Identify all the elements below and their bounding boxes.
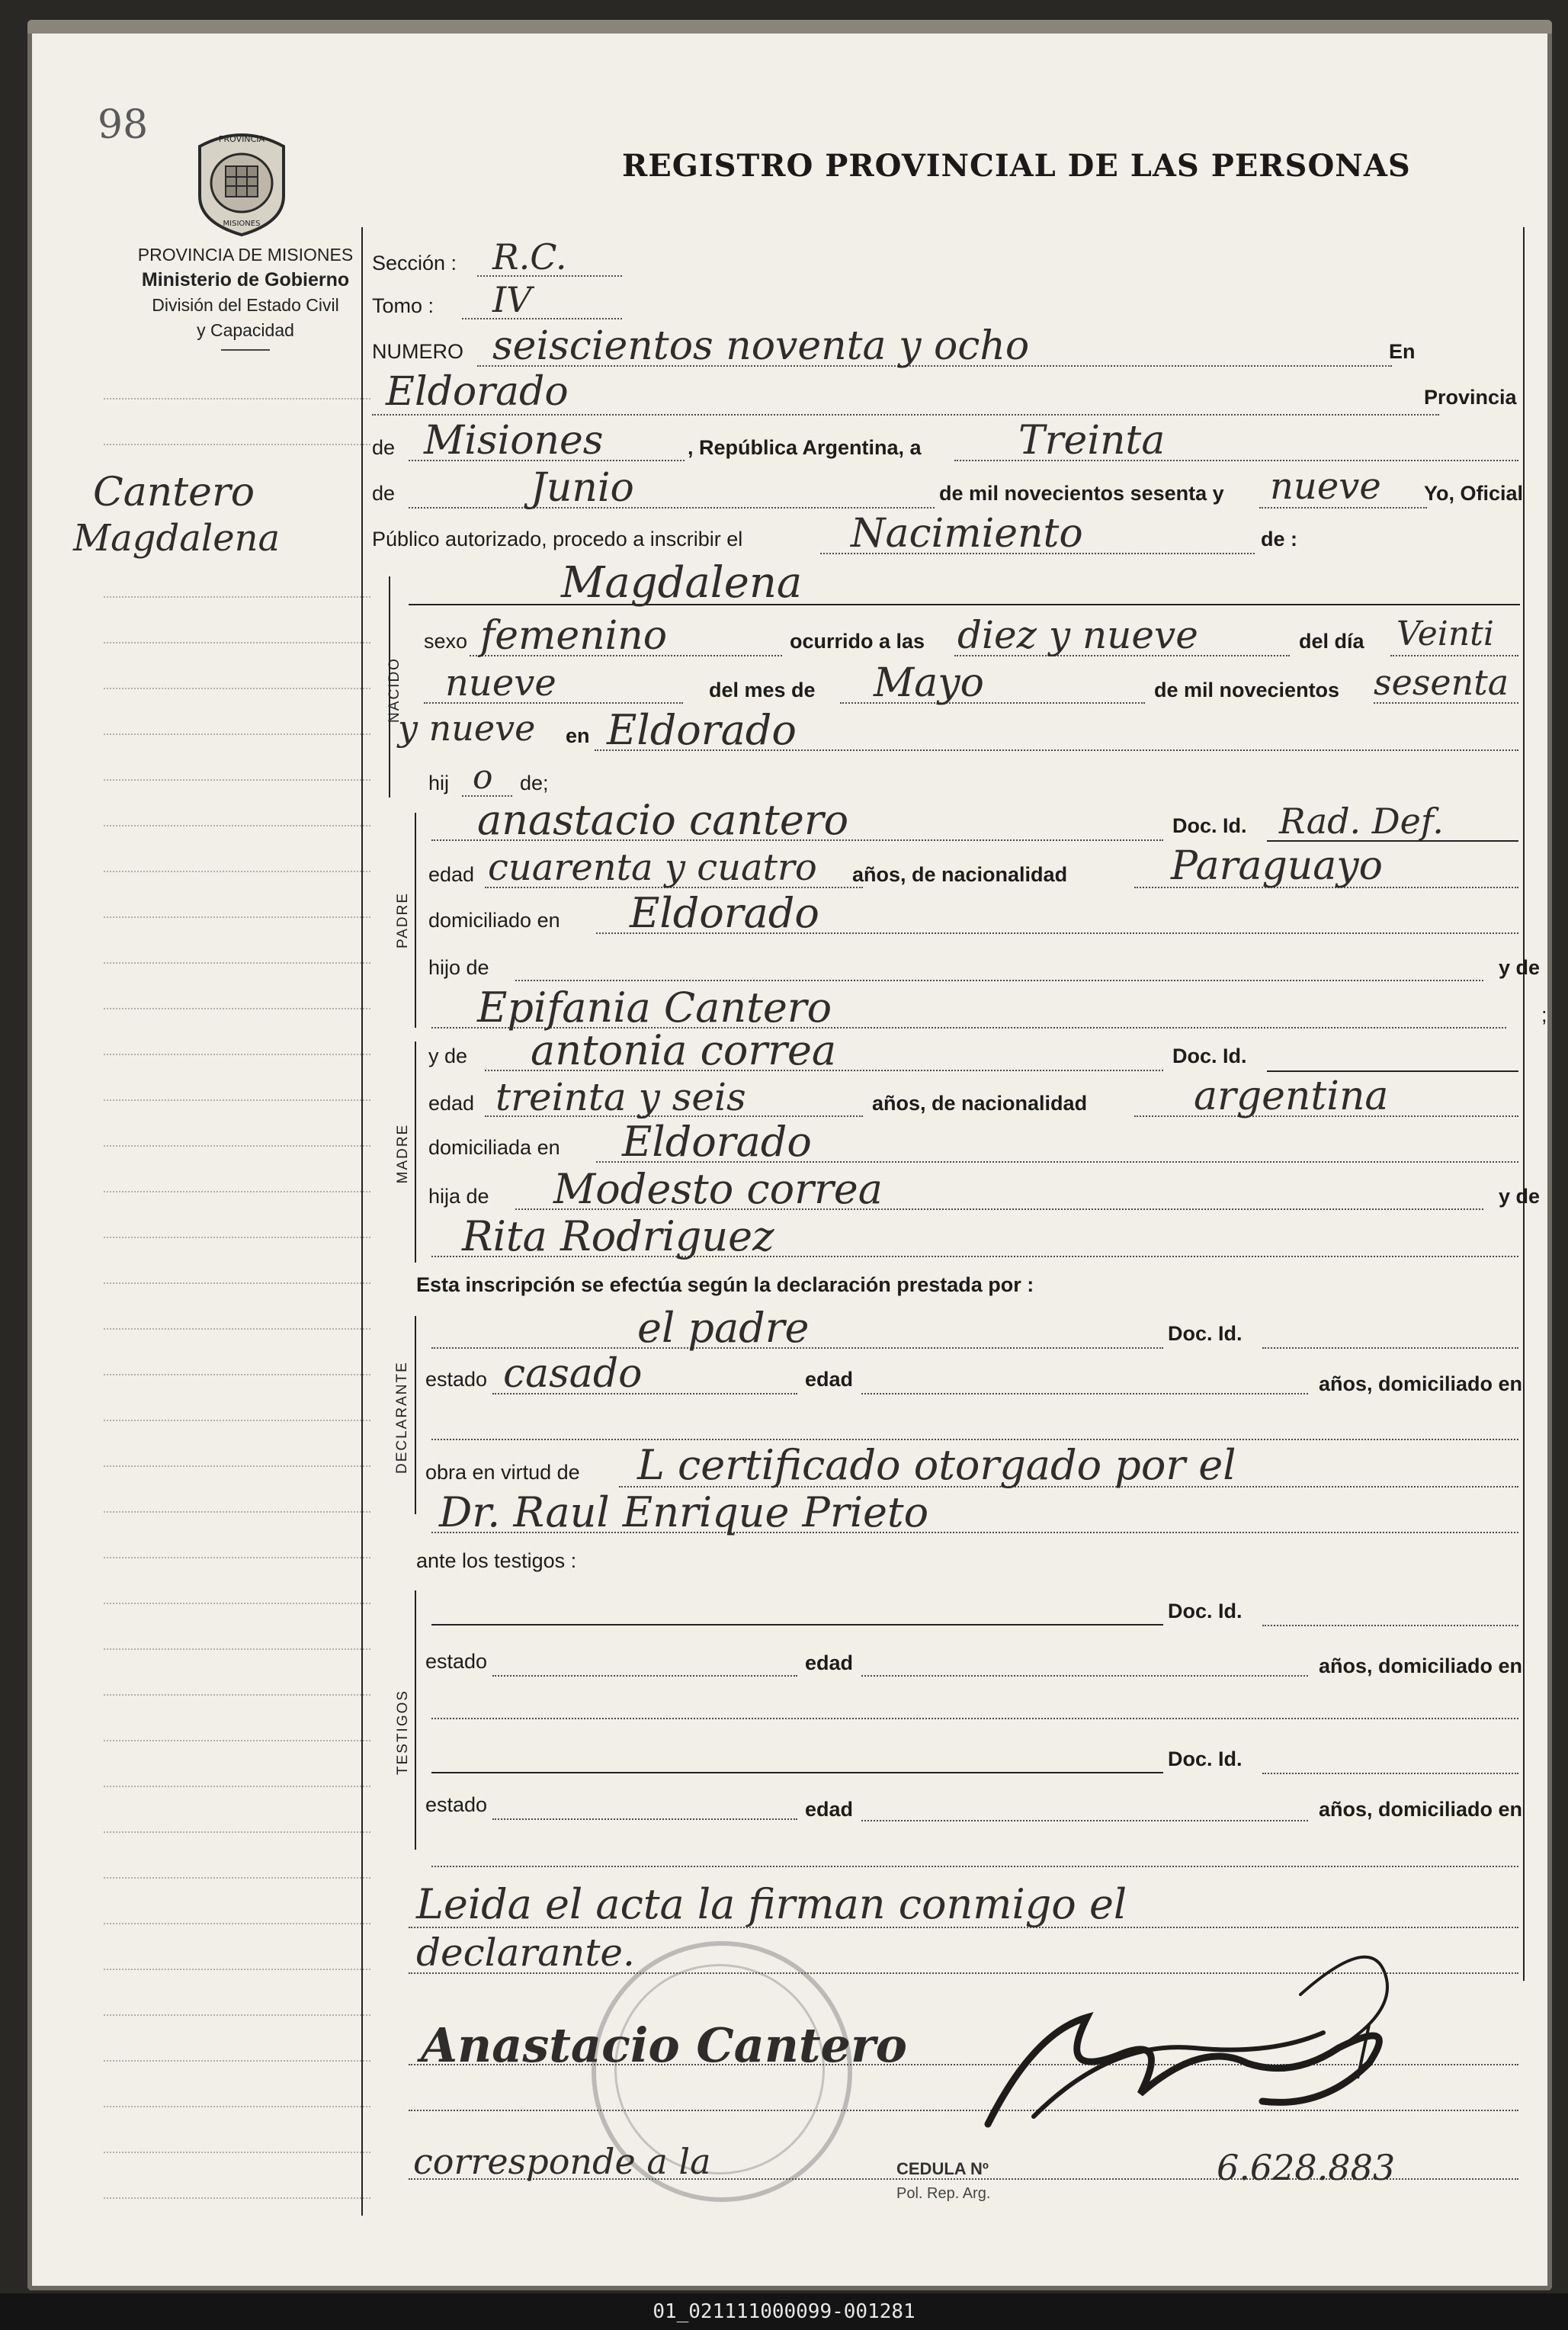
fecha-mes-line — [409, 506, 935, 509]
testigo2-dom-line — [431, 1865, 1518, 1867]
decl-doc-label: Doc. Id. — [1168, 1322, 1243, 1345]
padre-dom-label: domiciliado en — [428, 909, 560, 932]
page-number: 98 — [98, 102, 149, 148]
testigo1-edad-line — [861, 1674, 1308, 1677]
cierre-value-2: declarante. — [416, 1930, 635, 1975]
padre-edad-label: edad — [428, 863, 475, 886]
header-rule — [221, 349, 270, 351]
madre-bracket — [415, 1041, 422, 1263]
sexo-label: sexo — [424, 630, 468, 653]
header-ministry: Ministerio de Gobierno — [141, 269, 350, 290]
right-column-rule — [1523, 227, 1525, 1981]
crest-top-text: PROVINCIA — [218, 134, 265, 144]
margin-line — [104, 642, 370, 644]
semicolon: ; — [1541, 1003, 1547, 1026]
declarant-signature: Anastacio Cantero — [421, 2017, 908, 2073]
madre-nac-value: argentina — [1194, 1074, 1389, 1119]
margin-line — [104, 398, 370, 400]
numero-value: seiscientos noventa y ocho — [492, 323, 1030, 369]
margin-line — [104, 1511, 370, 1513]
margin-line — [104, 1328, 370, 1330]
testigo1-line — [431, 1624, 1163, 1626]
acto-value: Nacimiento — [851, 511, 1083, 557]
margin-line — [104, 1969, 370, 1971]
testigo1-doc-line — [1262, 1624, 1518, 1626]
testigos-bracket — [415, 1590, 422, 1850]
header-division: División del Estado Civil — [152, 295, 339, 315]
corresponde-value: corresponde a la — [413, 2141, 711, 2182]
margin-line — [104, 1923, 370, 1925]
margin-line — [104, 688, 370, 690]
madre-doc-line — [1267, 1070, 1518, 1072]
margin-line — [104, 1191, 370, 1193]
dia-value-2: nueve — [445, 662, 556, 704]
tomo-value: IV — [492, 279, 532, 320]
testigo2-doc-line — [1262, 1772, 1518, 1774]
de-semi-label: de; — [520, 772, 549, 794]
doc-numero-value: 6.628.883 — [1217, 2147, 1396, 2188]
declarante-value: el padre — [637, 1304, 810, 1352]
margin-line — [104, 444, 370, 446]
margin-line — [104, 1054, 370, 1056]
margin-line — [104, 2152, 370, 2154]
ocurrido-label: ocurrido a las — [790, 630, 925, 653]
madre-dom-value: Eldorado — [622, 1118, 812, 1166]
declaracion-label: Esta inscripción se efectúa según la declaración prestada por : — [416, 1273, 1034, 1296]
yo-oficial-label: Yo, Oficial — [1424, 482, 1524, 505]
decl-estado-value: casado — [503, 1351, 643, 1397]
officer-signature — [942, 1926, 1430, 2155]
margin-line — [104, 2106, 370, 2108]
mil-nov-label: de mil novecientos — [1154, 679, 1340, 701]
testigo1-anos-label: años, domiciliado en — [1319, 1654, 1523, 1677]
decl-doc-line — [1262, 1346, 1518, 1349]
madre-dom-label: domiciliada en — [428, 1136, 560, 1159]
sexo-value: femenino — [480, 613, 668, 659]
madre-y-de-2-label: y de — [1499, 1185, 1541, 1208]
decl-anos-label: años, domiciliado en — [1319, 1372, 1523, 1395]
hora-value: diez y nueve — [957, 613, 1198, 657]
en-label: En — [1389, 340, 1416, 363]
scan-identifier: 01_021111000099-001281 — [0, 2293, 1568, 2330]
en-low-label: en — [566, 724, 590, 747]
padre-nombre-value: anastacio cantero — [477, 796, 849, 844]
decl-edad-label: edad — [805, 1368, 854, 1391]
header-province: PROVINCIA DE MISIONES — [137, 245, 354, 265]
hijo-de-line — [515, 979, 1483, 981]
testigo1-edad-label: edad — [805, 1651, 854, 1674]
testigo1-estado-label: estado — [425, 1650, 488, 1673]
testigo1-dom-line — [431, 1717, 1518, 1719]
padre-dom-value: Eldorado — [630, 889, 819, 937]
decl-dom-line — [431, 1438, 1518, 1440]
nombre-value: Magdalena — [561, 558, 803, 608]
page-title: REGISTRO PROVINCIAL DE LAS PERSONAS — [622, 148, 1411, 184]
margin-line — [104, 2060, 370, 2062]
dia-line-1 — [1390, 654, 1518, 656]
margin-line — [104, 1145, 370, 1147]
de-colon-label: de : — [1261, 528, 1298, 550]
madre-edad-value: treinta y seis — [495, 1075, 746, 1119]
dia-value-1: Veinti — [1396, 615, 1494, 653]
declarante-side-label: DECLARANTE — [394, 1361, 410, 1474]
margin-name: Magdalena — [73, 517, 281, 560]
mes-value: Mayo — [874, 660, 984, 706]
obra-label: obra en virtud de — [425, 1461, 580, 1484]
testigo2-estado-line — [492, 1818, 797, 1820]
abuelo-mat-value: Modesto correa — [553, 1165, 883, 1213]
padre-edad-value: cuarenta y cuatro — [488, 846, 817, 889]
margin-line — [104, 1603, 370, 1605]
lugar-value: Eldorado — [386, 369, 569, 415]
margin-line — [104, 1282, 370, 1285]
madre-nombre-value: antonia correa — [531, 1026, 837, 1074]
seccion-label: Sección : — [372, 252, 457, 274]
anio-nac-value-2: y nueve — [398, 708, 536, 749]
madre-anos-label: años, de nacionalidad — [872, 1092, 1088, 1115]
margin-line — [104, 1740, 370, 1742]
margin-line — [104, 1831, 370, 1834]
margin-line — [104, 1237, 370, 1239]
stamp-text-1: CEDULA Nº — [896, 2159, 989, 2178]
margin-line — [104, 1786, 370, 1788]
del-mes-label: del mes de — [709, 679, 816, 701]
tomo-line — [462, 317, 622, 319]
book-edge — [27, 20, 1552, 34]
margin-line — [104, 871, 370, 873]
testigos-side-label: TESTIGOS — [395, 1689, 411, 1775]
margin-surname: Cantero — [93, 470, 255, 515]
padre-y-de-label: y de — [1499, 956, 1541, 979]
padre-doc-value: Rad. Def. — [1279, 801, 1444, 842]
margin-line — [104, 1648, 370, 1651]
margin-line — [104, 1099, 370, 1102]
margin-line — [104, 1420, 370, 1422]
margin-line — [104, 1557, 370, 1559]
madre-side-label: MADRE — [395, 1123, 411, 1184]
madre-doc-label: Doc. Id. — [1172, 1045, 1247, 1067]
lugar-nac-value: Eldorado — [607, 706, 797, 754]
abuela-mat-value: Rita Rodriguez — [462, 1212, 774, 1260]
de-label: de — [372, 482, 396, 505]
margin-line — [104, 1694, 370, 1696]
left-column-rule — [361, 227, 363, 2216]
publico-label: Público autorizado, procedo a inscribir el — [372, 528, 743, 550]
provincia-value: Misiones — [424, 418, 604, 464]
hijo-de-label: hijo de — [428, 956, 489, 979]
fecha-mes-value: Junio — [531, 465, 634, 511]
margin-line — [104, 596, 370, 599]
numero-label: NUMERO — [372, 340, 463, 363]
testigo2-estado-label: estado — [425, 1793, 488, 1816]
madre-edad-label: edad — [428, 1092, 475, 1115]
issuer-header — [101, 242, 390, 351]
margin-line — [104, 733, 370, 736]
mil-label: de mil novecientos sesenta y — [939, 482, 1224, 505]
nacido-side-label: NACIDO — [386, 657, 402, 723]
testigo1-doc-label: Doc. Id. — [1168, 1600, 1243, 1622]
declarante-bracket — [415, 1316, 422, 1514]
anio-value: nueve — [1270, 465, 1381, 508]
margin-line — [104, 2197, 370, 2200]
decl-edad-line — [861, 1392, 1308, 1394]
testigo2-anos-label: años, domiciliado en — [1319, 1798, 1523, 1821]
madre-y-de-label: y de — [428, 1045, 468, 1067]
de-label: de — [372, 436, 396, 459]
margin-line — [104, 825, 370, 827]
obra-value-1: L certificado otorgado por el — [637, 1441, 1236, 1489]
decl-estado-label: estado — [425, 1368, 488, 1391]
crest-bottom-text: MISIONES — [223, 220, 261, 228]
margin-line — [104, 1008, 370, 1010]
tomo-label: Tomo : — [372, 294, 434, 317]
provincia-label: Provincia — [1424, 386, 1517, 409]
padre-anos-label: años, de nacionalidad — [852, 863, 1068, 886]
margin-line — [104, 2014, 370, 2017]
obra-value-2: Dr. Raul Enrique Prieto — [439, 1488, 929, 1536]
margin-line — [104, 779, 370, 781]
cierre-value-1: Leida el acta la firman conmigo el — [416, 1880, 1127, 1928]
margin-line — [104, 1374, 370, 1376]
testigo2-edad-label: edad — [805, 1798, 854, 1821]
margin-line — [104, 916, 370, 919]
margin-line — [104, 962, 370, 964]
seccion-value: R.C. — [492, 236, 567, 278]
testigo2-doc-label: Doc. Id. — [1168, 1748, 1243, 1770]
testigo1-estado-line — [492, 1674, 797, 1677]
padre-nac-value: Paraguayo — [1171, 843, 1383, 889]
margin-line — [104, 1877, 370, 1879]
register-page — [27, 20, 1552, 2290]
fecha-dia-value: Treinta — [1018, 418, 1166, 464]
padre-bracket — [415, 813, 422, 1028]
hija-de-label: hija de — [428, 1185, 489, 1208]
anio-nac-value-1: sesenta — [1374, 662, 1509, 703]
padre-doc-label: Doc. Id. — [1172, 814, 1247, 837]
testigo2-edad-line — [861, 1819, 1308, 1821]
hij-label: hij — [428, 772, 450, 794]
testigos-label: ante los testigos : — [416, 1549, 577, 1572]
provincial-crest-icon — [192, 124, 291, 236]
padre-side-label: PADRE — [395, 891, 411, 949]
del-dia-label: del día — [1299, 630, 1364, 653]
margin-line — [104, 1465, 370, 1468]
republica-label: , República Argentina, a — [688, 436, 922, 459]
stamp-text-2: Pol. Rep. Arg. — [896, 2185, 991, 2202]
abuela-pat-value: Epifania Cantero — [477, 984, 832, 1032]
header-capacity: y Capacidad — [197, 320, 294, 340]
hij-value: o — [473, 758, 493, 797]
testigo2-line — [431, 1772, 1163, 1773]
